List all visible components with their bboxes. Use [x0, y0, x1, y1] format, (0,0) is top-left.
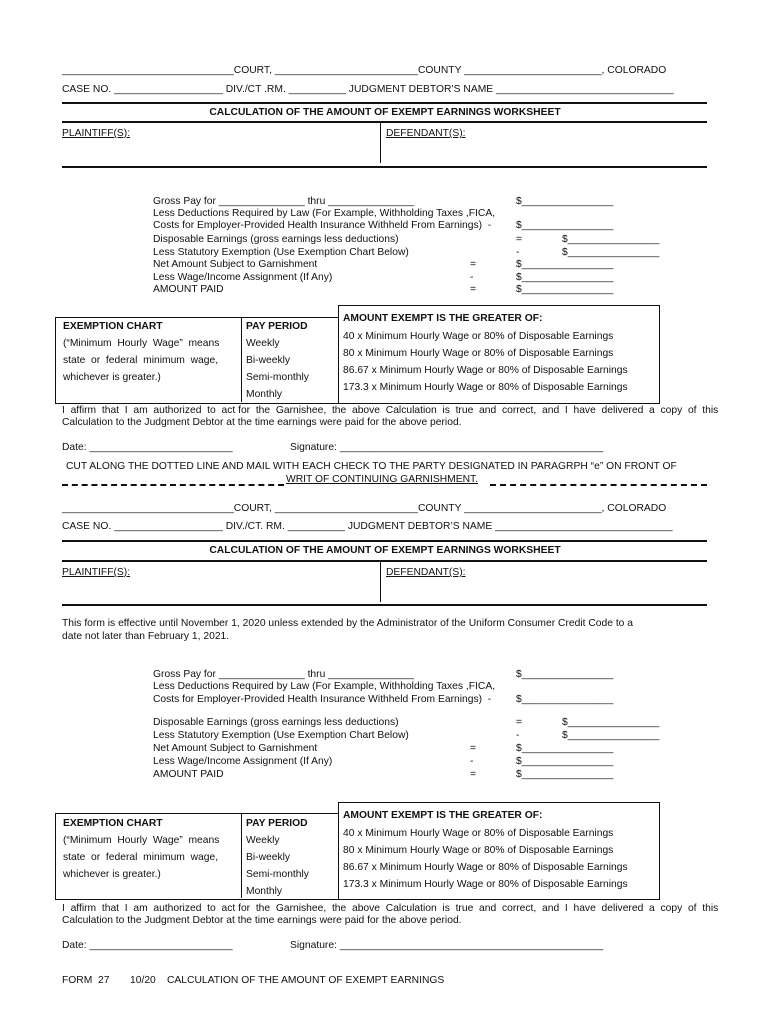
greater-title: AMOUNT EXEMPT IS THE GREATER OF:	[343, 313, 543, 324]
plaintiff-label: PLAINTIFF(S):	[62, 128, 131, 139]
amount-paid-amount: $________________	[516, 769, 614, 780]
affirm-line-1: I affirm that I am authorized to act for the Garnishee, the above Calculation is true and correct, and I have delivered a copy of this	[62, 405, 719, 416]
exemption-note-3: whichever is greater.)	[63, 372, 161, 383]
pay-period-title: PAY PERIOD	[246, 818, 308, 829]
gross-amount: $________________	[516, 669, 614, 680]
amount-semimonthly: 86.67 x Minimum Hourly Wage or 80% of Disposable Earnings	[343, 365, 628, 376]
gross-amount: $________________	[516, 196, 614, 207]
form-number: FORM 27	[62, 975, 110, 986]
deductions-line-2: Costs for Employer-Provided Health Insurance Withheld From Earnings) -	[153, 694, 492, 705]
statutory-line: Less Statutory Exemption (Use Exemption Chart Below)	[153, 730, 409, 741]
period-monthly: Monthly	[246, 886, 283, 897]
period-semimonthly: Semi-monthly	[246, 372, 309, 383]
period-semimonthly: Semi-monthly	[246, 869, 309, 880]
period-biweekly: Bi-weekly	[246, 852, 291, 863]
wage-assign-minus: -	[470, 272, 474, 283]
net-amount: $________________	[516, 259, 614, 270]
gross-pay-line: Gross Pay for _______________ thru _______________	[153, 669, 415, 680]
effective-line-1: This form is effective until November 1, 2020 unless extended by the Administrator of the Uniform Consumer Credit Code to a	[62, 618, 633, 629]
party-divider	[380, 562, 381, 602]
disposable-amount: $________________	[562, 717, 660, 728]
court-line: ______________________________COURT, _________________________COUNTY ________________________, COLORADO	[62, 65, 667, 76]
amount-weekly: 40 x Minimum Hourly Wage or 80% of Disposable Earnings	[343, 828, 614, 839]
case-line: CASE NO. ___________________ DIV./CT .RM. __________ JUDGMENT DEBTOR’S NAME _______________________________	[62, 84, 674, 95]
divider	[62, 604, 707, 606]
amount-biweekly: 80 x Minimum Hourly Wage or 80% of Disposable Earnings	[343, 348, 614, 359]
exemption-note-1: (“Minimum Hourly Wage” means	[63, 338, 220, 349]
affirm-line-2: Calculation to the Judgment Debtor at the time earnings were paid for the above period.	[62, 417, 462, 428]
exemption-note-2: state or federal minimum wage,	[63, 355, 219, 366]
date-line: Date: _________________________	[62, 940, 233, 951]
form-title: CALCULATION OF THE AMOUNT OF EXEMPT EARNINGS	[167, 975, 445, 986]
chart-divider	[241, 813, 242, 898]
defendant-label: DEFENDANT(S):	[386, 128, 466, 139]
net-line: Net Amount Subject to Garnishment	[153, 743, 318, 754]
net-line: Net Amount Subject to Garnishment	[153, 259, 318, 270]
worksheet-title: CALCULATION OF THE AMOUNT OF EXEMPT EARNINGS WORKSHEET	[209, 545, 561, 556]
wage-assign-line: Less Wage/Income Assignment (If Any)	[153, 272, 333, 283]
amount-semimonthly: 86.67 x Minimum Hourly Wage or 80% of Disposable Earnings	[343, 862, 628, 873]
wage-assign-amount: $________________	[516, 756, 614, 767]
statutory-amount: $________________	[562, 730, 660, 741]
amount-paid-line: AMOUNT PAID	[153, 284, 224, 295]
statutory-minus: -	[516, 247, 520, 258]
case-line: CASE NO. ___________________ DIV./CT. RM. __________ JUDGMENT DEBTOR’S NAME _______________________________	[62, 521, 673, 532]
statutory-minus: -	[516, 730, 520, 741]
amount-weekly: 40 x Minimum Hourly Wage or 80% of Disposable Earnings	[343, 331, 614, 342]
gross-pay-line: Gross Pay for _______________ thru _______________	[153, 196, 415, 207]
deductions-amount: $________________	[516, 694, 614, 705]
disposable-eq: =	[516, 234, 523, 245]
defendant-label: DEFENDANT(S):	[386, 567, 466, 578]
amount-biweekly: 80 x Minimum Hourly Wage or 80% of Disposable Earnings	[343, 845, 614, 856]
wage-assign-line: Less Wage/Income Assignment (If Any)	[153, 756, 333, 767]
wage-assign-amount: $________________	[516, 272, 614, 283]
plaintiff-label: PLAINTIFF(S):	[62, 567, 131, 578]
signature-line: Signature: ______________________________________________	[290, 442, 604, 453]
greater-title: AMOUNT EXEMPT IS THE GREATER OF:	[343, 810, 543, 821]
party-divider	[380, 123, 381, 163]
deductions-amount: $________________	[516, 220, 614, 231]
net-amount: $________________	[516, 743, 614, 754]
disposable-line: Disposable Earnings (gross earnings less deductions)	[153, 717, 399, 728]
court-line: ______________________________COURT, _________________________COUNTY ________________________, COLORADO	[62, 503, 667, 514]
cut-instruction: CUT ALONG THE DOTTED LINE AND MAIL WITH EACH CHECK TO THE PARTY DESIGNATED IN PARAGRPH “e” ON FRONT OF	[66, 461, 677, 472]
exemption-note-1: (“Minimum Hourly Wage” means	[63, 835, 220, 846]
statutory-amount: $________________	[562, 247, 660, 258]
disposable-amount: $________________	[562, 234, 660, 245]
period-weekly: Weekly	[246, 338, 280, 349]
exemption-chart-title: EXEMPTION CHART	[63, 818, 163, 829]
disposable-line: Disposable Earnings (gross earnings less deductions)	[153, 234, 399, 245]
cut-dashes-right	[490, 484, 707, 486]
divider	[62, 102, 707, 104]
divider	[62, 540, 707, 542]
date-line: Date: _________________________	[62, 442, 233, 453]
exemption-note-2: state or federal minimum wage,	[63, 852, 219, 863]
exemption-note-3: whichever is greater.)	[63, 869, 161, 880]
divider	[62, 121, 707, 123]
wage-assign-minus: -	[470, 756, 474, 767]
amount-monthly: 173.3 x Minimum Hourly Wage or 80% of Disposable Earnings	[343, 382, 628, 393]
deductions-line-1: Less Deductions Required by Law (For Example, Withholding Taxes ,FICA,	[153, 681, 496, 692]
cut-instruction-2: WRIT OF CONTINUING GARNISHMENT.	[286, 474, 479, 485]
effective-line-2: date not later than February 1, 2021.	[62, 631, 230, 642]
amount-paid-eq: =	[470, 769, 477, 780]
affirm-line-2: Calculation to the Judgment Debtor at the time earnings were paid for the above period.	[62, 915, 462, 926]
divider	[62, 560, 707, 562]
disposable-eq: =	[516, 717, 523, 728]
net-eq: =	[470, 259, 477, 270]
deductions-line-1: Less Deductions Required by Law (For Example, Withholding Taxes ,FICA,	[153, 208, 496, 219]
net-eq: =	[470, 743, 477, 754]
exemption-chart-title: EXEMPTION CHART	[63, 321, 163, 332]
affirm-line-1: I affirm that I am authorized to act for the Garnishee, the above Calculation is true and correct, and I have delivered a copy of this	[62, 903, 719, 914]
divider	[62, 166, 707, 168]
amount-paid-line: AMOUNT PAID	[153, 769, 224, 780]
amount-monthly: 173.3 x Minimum Hourly Wage or 80% of Disposable Earnings	[343, 879, 628, 890]
period-monthly: Monthly	[246, 389, 283, 400]
amount-paid-eq: =	[470, 284, 477, 295]
pay-period-title: PAY PERIOD	[246, 321, 308, 332]
amount-paid-amount: $________________	[516, 284, 614, 295]
period-biweekly: Bi-weekly	[246, 355, 291, 366]
chart-divider	[241, 317, 242, 402]
signature-line: Signature: ______________________________________________	[290, 940, 604, 951]
cut-dashes-left	[62, 484, 284, 486]
deductions-line-2: Costs for Employer-Provided Health Insurance Withheld From Earnings) -	[153, 220, 492, 231]
statutory-line: Less Statutory Exemption (Use Exemption Chart Below)	[153, 247, 409, 258]
period-weekly: Weekly	[246, 835, 280, 846]
form-date: 10/20	[130, 975, 156, 986]
worksheet-title: CALCULATION OF THE AMOUNT OF EXEMPT EARNINGS WORKSHEET	[209, 107, 561, 118]
